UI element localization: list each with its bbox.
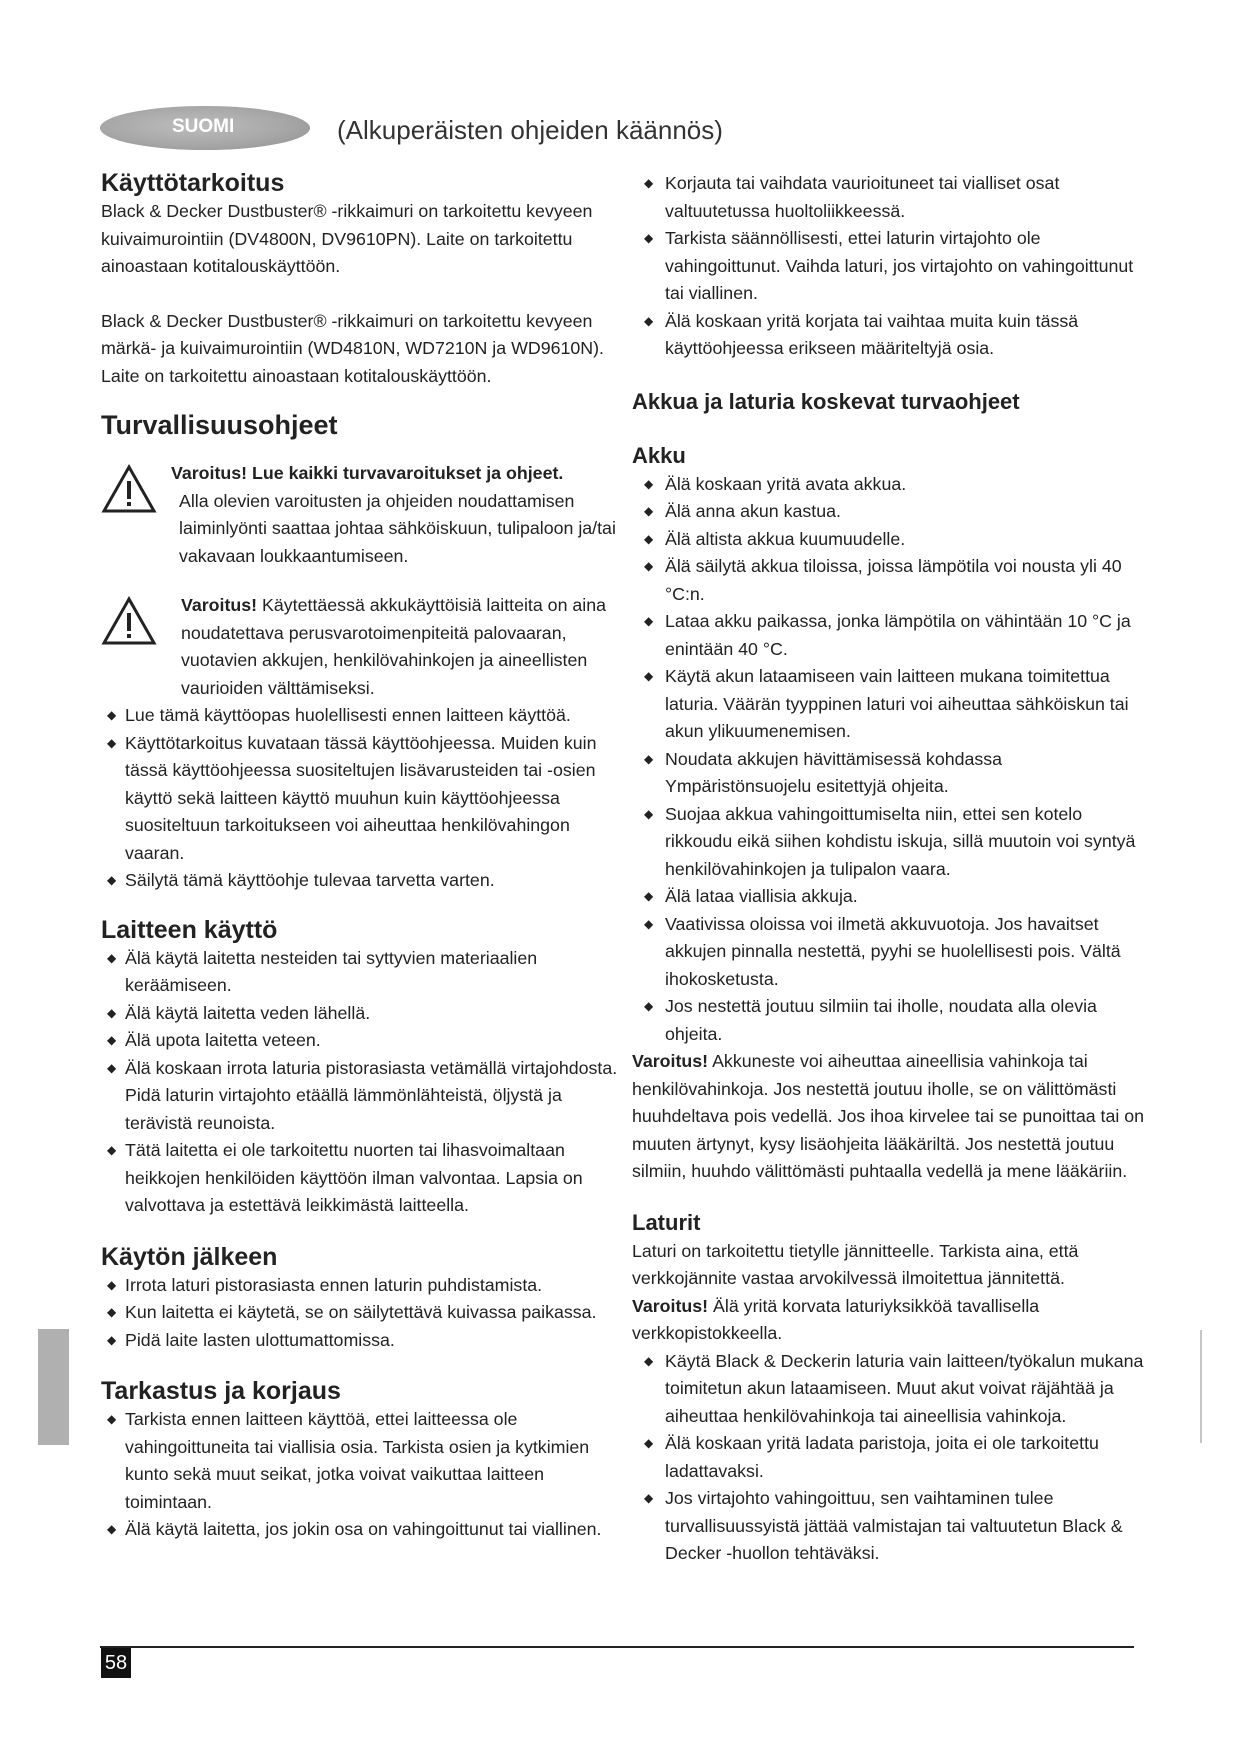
warning-triangle-icon [101, 596, 157, 646]
bullet-diamond-icon: ◆ [644, 889, 654, 903]
chargers-heading: Laturit [632, 1209, 701, 1235]
warning-2-text: Käytettäessä akkukäyttöisiä laitteita on aina noudatettava perusvarotoimenpiteitä palovaaran, vuotavien akkujen, henkilövahinkojen ja aineellisten vaurioiden välttämiseksi. [181, 595, 607, 698]
chargers-warning [632, 1293, 1152, 1348]
side-thumb-tab [38, 1329, 69, 1445]
bullet-diamond-icon: ◆ [644, 669, 654, 683]
bullet-diamond-icon: ◆ [107, 1305, 117, 1319]
list-item: ◆ Älä käytä laitetta veden lähellä. [101, 1000, 621, 1028]
list-item: ◆ Jos virtajohto vahingoittuu, sen vaihtaminen tulee turvallisuussyistä jättää valmistajan tai valtuutetun Black & Decker -huollon tehtäväksi. [632, 1485, 1152, 1568]
warning-block-2 [101, 592, 621, 702]
bullet-diamond-icon: ◆ [644, 476, 654, 491]
bullet-diamond-icon: ◆ [644, 1436, 654, 1450]
bullet-diamond-icon: ◆ [644, 231, 654, 245]
list-item: ◆ Älä koskaan yritä korjata tai vaihtaa muita kuin tässä käyttöohjeessa erikseen määriteltyjä osia. [632, 308, 1152, 363]
warning-1-title: Varoitus! Lue kaikki turvavaroitukset ja ohjeet. [171, 463, 564, 483]
bullet-diamond-icon: ◆ [107, 1277, 117, 1292]
right-column [632, 170, 1152, 1568]
bullet-diamond-icon: ◆ [107, 1033, 117, 1047]
list-item: ◆ Käytä akun lataamiseen vain laitteen mukana toimitettua laturia. Väärän tyyppinen laturi voi aiheuttaa sähköiskun tai akun ylikuumenemisen. [632, 663, 1152, 746]
list-item: ◆ Älä altista akkua kuumuudelle. [632, 526, 1152, 554]
list-item: ◆ Lataa akku paikassa, jonka lämpötila on vähintään 10 °C ja enintään 40 °C. [632, 608, 1152, 663]
list-item: ◆ Säilytä tämä käyttöohje tulevaa tarvetta varten. [101, 867, 621, 895]
list-item: ◆ Noudata akkujen hävittämisessä kohdassa Ympäristönsuojelu esitettyjä ohjeita. [632, 746, 1152, 801]
language-tab [100, 106, 310, 150]
right-margin-mark [1200, 1330, 1202, 1443]
list-item: ◆ Älä anna akun kastua. [632, 498, 1152, 526]
list-item: ◆ Käyttötarkoitus kuvataan tässä käyttöohjeessa. Muiden kuin tässä käyttöohjeessa suositeltujen lisävarusteiden tai -osien käyttö sekä laitteen käyttö muuhun kuin käyttöohjeessa suositeltuun tarkoitukseen voi aiheuttaa henkilövahingon vaaran. [101, 730, 621, 868]
bullet-diamond-icon: ◆ [107, 1143, 117, 1157]
inspection-list [101, 1406, 621, 1544]
battery-charger-heading: Akkua ja laturia koskevat turvaohjeet [632, 388, 1020, 414]
bullet-diamond-icon: ◆ [644, 999, 654, 1013]
bullet-diamond-icon: ◆ [107, 735, 117, 750]
list-item: ◆ Älä käytä laitetta nesteiden tai syttyvien materiaalien keräämiseen. [101, 945, 621, 1000]
bullet-diamond-icon: ◆ [107, 1005, 117, 1020]
list-item: ◆ Käytä Black & Deckerin laturia vain laitteen/työkalun mukana toimitetun akun lataamiseen. Muut akut voivat räjähtää ja aiheuttaa henkilövahinkoja tai aineellisia vahinkoja. [632, 1348, 1152, 1431]
after-use-list [101, 1272, 621, 1355]
battery-warning [632, 1048, 1152, 1186]
battery-list [632, 471, 1152, 1049]
bullet-diamond-icon: ◆ [107, 1522, 117, 1536]
use-list [101, 945, 621, 1220]
page-number: 58 [101, 1648, 131, 1678]
bullet-diamond-icon: ◆ [644, 559, 654, 573]
list-item: ◆ Älä koskaan yritä ladata paristoja, joita ei ole tarkoitettu ladattavaksi. [632, 1430, 1152, 1485]
list-item: ◆ Irrota laturi pistorasiasta ennen laturin puhdistamista. [101, 1272, 621, 1300]
battery-warning-label: Varoitus! [632, 1051, 709, 1071]
bullet-diamond-icon: ◆ [644, 504, 654, 518]
intended-use-para-2: Black & Decker Dustbuster® -rikkaimuri on tarkoitettu kevyeen märkä- ja kuivaimurointiin (WD4810N, WD7210N ja WD9610N). Laite on tarkoitettu ainoastaan kotitalouskäyttöön. [101, 310, 604, 386]
bullet-diamond-icon: ◆ [644, 531, 654, 546]
repair-list [632, 170, 1152, 363]
bullet-diamond-icon: ◆ [644, 751, 654, 766]
list-item: ◆ Älä koskaan yritä avata akkua. [632, 471, 1152, 499]
warning-block-1 [101, 460, 621, 570]
bullet-diamond-icon: ◆ [644, 614, 654, 628]
chargers-para: Laturi on tarkoitettu tietylle jännitteelle. Tarkista aina, että verkkojännite vastaa arvokilvessä ilmoitettua jännitettä. [632, 1240, 1079, 1288]
list-item: ◆ Suojaa akkua vahingoittumiselta niin, ettei sen kotelo rikkoudu eikä siihen kohdistu iskuja, sillä muutoin voi syntyä henkilövahinkojen ja tulipalon vaara. [632, 801, 1152, 884]
language-tab-label: SUOMI [172, 116, 235, 137]
bullet-diamond-icon: ◆ [644, 1491, 654, 1505]
list-item: ◆ Tätä laitetta ei ole tarkoitettu nuorten tai lihasvoimaltaan heikkojen henkilöiden käyttöön ilman valvontaa. Lapsia on valvottava ja estettävä leikkimästä laitteella. [101, 1137, 621, 1220]
list-item: ◆ Pidä laite lasten ulottumattomissa. [101, 1327, 621, 1355]
intended-use-heading: Käyttötarkoitus [101, 169, 285, 197]
warning-1-text: Alla olevien varoitusten ja ohjeiden noudattamisen laiminlyönti saattaa johtaa sähköiskuun, tulipaloon ja/tai vakavaan loukkaantumiseen. [179, 490, 616, 566]
bullet-diamond-icon: ◆ [644, 176, 654, 190]
intended-use-para-1: Black & Decker Dustbuster® -rikkaimuri on tarkoitettu kevyeen kuivaimurointiin (DV4800N, DV9610PN). Laite on tarkoitettu ainoastaan kotitalouskäyttöön. [101, 201, 593, 276]
bullet-diamond-icon: ◆ [107, 1332, 117, 1347]
list-item: ◆ Älä upota laitetta veteen. [101, 1027, 621, 1055]
use-heading: Laitteen käyttö [101, 915, 278, 944]
safety-list [101, 702, 621, 895]
battery-warning-text: Akkuneste voi aiheuttaa aineellisia vahinkoja tai henkilövahinkoja. Jos nestettä joutuu iholle, se on välittömästi huuhdeltava pois vedellä. Jos ihoa kirvelee tai se punoittaa tai on muuten ärtynyt, kysy lisäohjeita lääkäriltä. Jos nestettä joutuu silmiin, huuhdo välittömästi puhtaalla vedellä ja mene lääkäriin. [632, 1051, 1145, 1181]
after-use-heading: Käytön jälkeen [101, 1242, 278, 1271]
list-item: ◆ Kun laitetta ei käytetä, se on säilytettävä kuivassa paikassa. [101, 1299, 621, 1327]
bullet-diamond-icon: ◆ [107, 950, 117, 965]
bullet-diamond-icon: ◆ [107, 1060, 117, 1075]
list-item: ◆ Älä säilytä akkua tiloissa, joissa lämpötila voi nousta yli 40 °C:n. [632, 553, 1152, 608]
list-item: ◆ Älä koskaan irrota laturia pistorasiasta vetämällä virtajohdosta. Pidä laturin virtajohto etäällä lämmönlähteistä, öljystä ja terävistä reunoista. [101, 1055, 621, 1138]
list-item: ◆ Jos nestettä joutuu silmiin tai iholle, noudata alla olevia ohjeita. [632, 993, 1152, 1048]
inspection-heading: Tarkastus ja korjaus [101, 1377, 341, 1405]
list-item: ◆ Tarkista ennen laitteen käyttöä, ettei laitteessa ole vahingoittuneita tai viallisia osia. Tarkista osien ja kytkimien kunto sekä muut seikat, jotka voivat vaikuttaa laitteen toimintaan. [101, 1406, 621, 1516]
list-item: ◆ Vaativissa oloissa voi ilmetä akkuvuotoja. Jos havaitset akkujen pinnalla nestettä, pyyhi se huolellisesti pois. Vältä ihokosketusta. [632, 911, 1152, 994]
bullet-diamond-icon: ◆ [644, 313, 654, 328]
bullet-diamond-icon: ◆ [644, 1353, 654, 1368]
list-item: ◆ Korjauta tai vaihdata vaurioituneet tai vialliset osat valtuutetussa huoltoliikkeessä. [632, 170, 1152, 225]
bullet-diamond-icon: ◆ [107, 1412, 117, 1426]
safety-heading: Turvallisuusohjeet [101, 410, 338, 440]
list-item: ◆ Lue tämä käyttöopas huolellisesti ennen laitteen käyttöä. [101, 702, 621, 730]
page-subtitle: (Alkuperäisten ohjeiden käännös) [337, 115, 723, 145]
chargers-warning-label: Varoitus! [632, 1295, 709, 1316]
bullet-diamond-icon: ◆ [107, 873, 117, 887]
bullet-diamond-icon: ◆ [644, 916, 654, 931]
warning-triangle-icon [101, 464, 157, 514]
footer-rule [100, 1646, 1134, 1648]
list-item: ◆ Tarkista säännöllisesti, ettei laturin virtajohto ole vahingoittunut. Vaihda laturi, jos virtajohto on vahingoittunut tai viallinen. [632, 225, 1152, 308]
list-item: ◆ Älä lataa viallisia akkuja. [632, 883, 1152, 911]
warning-2-label: Varoitus! [181, 595, 258, 615]
battery-heading: Akku [632, 442, 686, 468]
chargers-warning-text: Älä yritä korvata laturiyksikköä tavallisella verkkopistokkeella. [632, 1295, 1040, 1343]
chargers-list [632, 1348, 1152, 1568]
bullet-diamond-icon: ◆ [644, 806, 654, 821]
left-column [101, 168, 621, 1544]
list-item: ◆ Älä käytä laitetta, jos jokin osa on vahingoittunut tai viallinen. [101, 1516, 621, 1544]
bullet-diamond-icon: ◆ [107, 708, 117, 722]
